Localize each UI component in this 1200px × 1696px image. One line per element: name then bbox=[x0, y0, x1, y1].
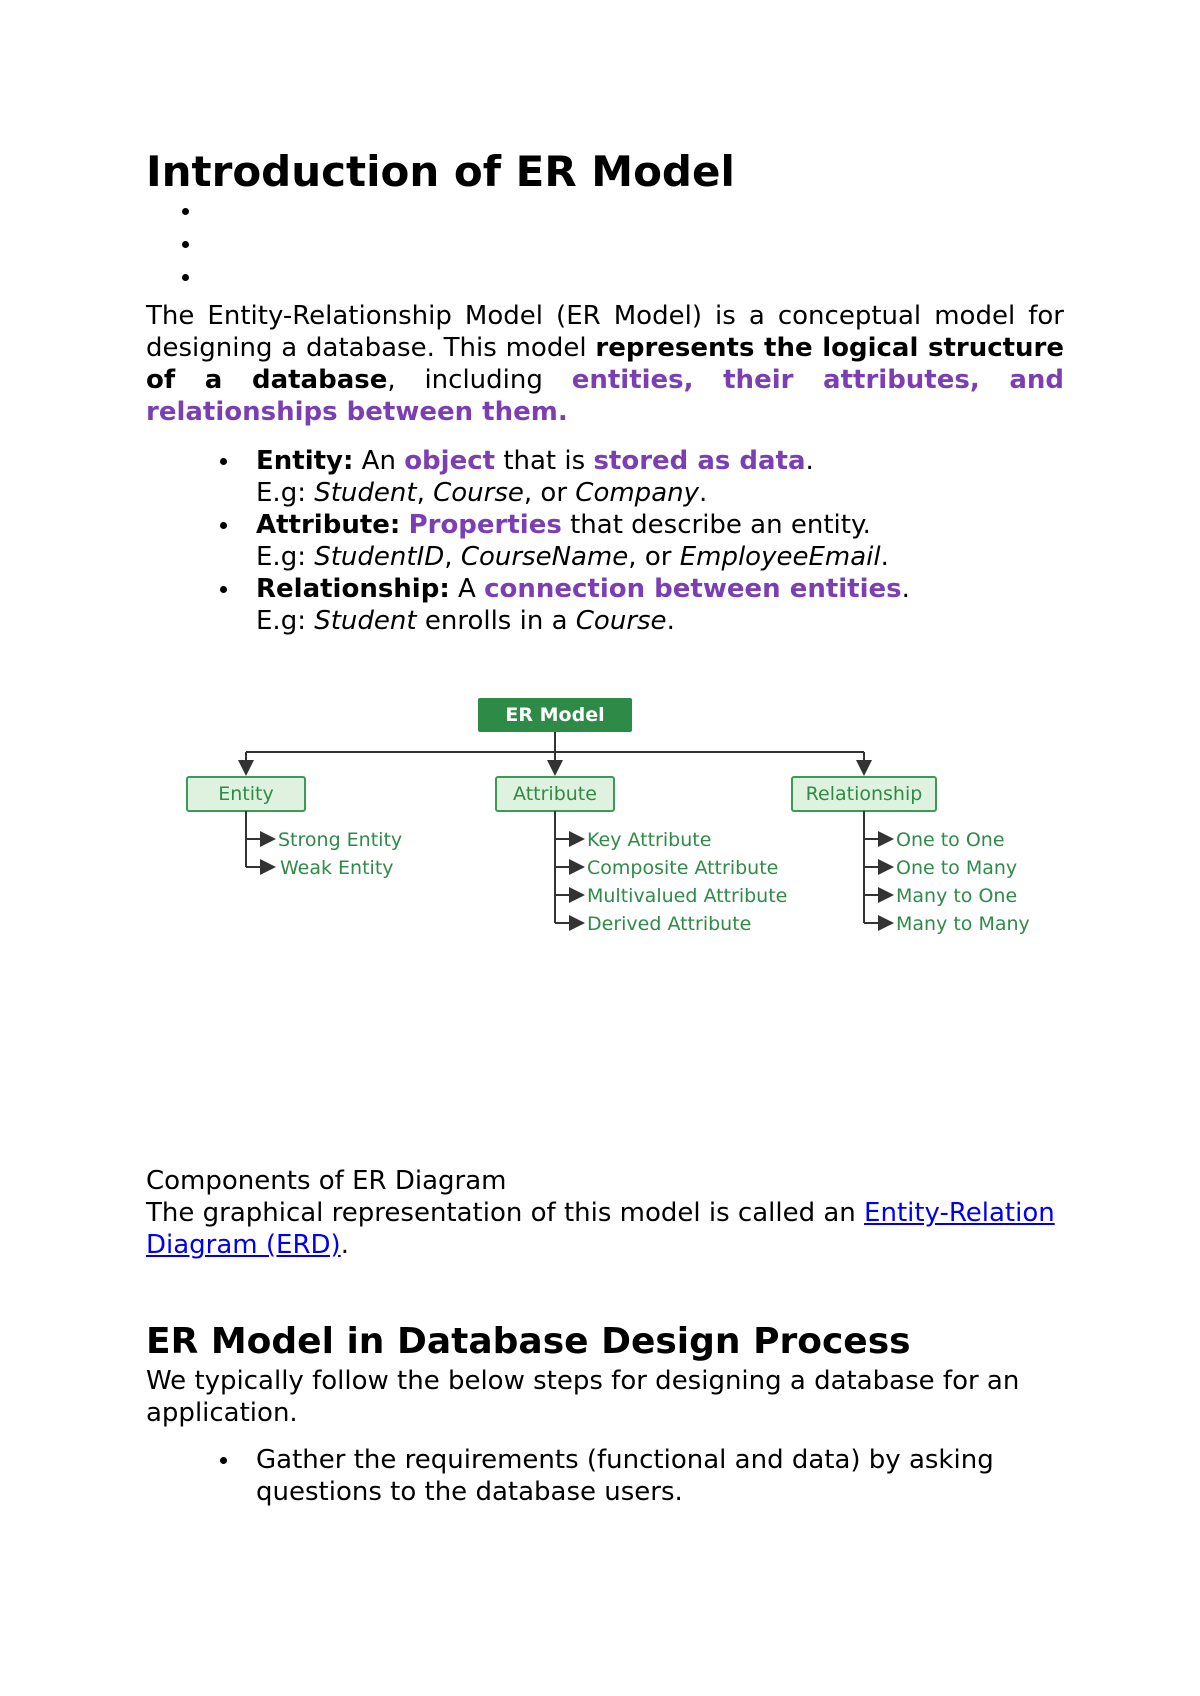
example-text: , bbox=[416, 478, 434, 508]
components-title: Components of ER Diagram bbox=[146, 1166, 507, 1196]
example-term: EmployeeEmail bbox=[679, 542, 881, 572]
def-text: . bbox=[805, 446, 814, 476]
example-text: enrolls in a bbox=[416, 606, 576, 636]
def-text: An bbox=[361, 446, 405, 476]
relationship-node-label: Relationship bbox=[805, 783, 923, 805]
relationship-child-label: One to Many bbox=[896, 857, 1018, 879]
erd-paragraph bbox=[146, 1197, 1066, 1261]
term-label: Entity: bbox=[256, 446, 354, 476]
page-title: Introduction of ER Model bbox=[146, 147, 735, 196]
def-highlight: Properties bbox=[408, 510, 562, 540]
def-text: . bbox=[901, 574, 910, 604]
er-model-diagram bbox=[186, 690, 1066, 960]
erd-text-end: . bbox=[340, 1230, 349, 1260]
attribute-child-label: Composite Attribute bbox=[587, 857, 779, 879]
example-text: , or bbox=[628, 542, 680, 572]
def-highlight: stored as data bbox=[593, 446, 806, 476]
example-term: Course bbox=[575, 606, 667, 636]
def-text: that describe an entity. bbox=[561, 510, 871, 540]
example-text: , bbox=[444, 542, 461, 572]
intro-paragraph bbox=[146, 300, 1064, 428]
def-example bbox=[256, 605, 1066, 637]
example-text: . bbox=[666, 606, 675, 636]
def-example bbox=[256, 477, 1066, 509]
term-label: Relationship: bbox=[256, 574, 450, 604]
intro-bold-text: represents the logical structure of a database bbox=[146, 333, 1065, 395]
relationship-child-label: One to One bbox=[896, 829, 1005, 851]
example-term: Company bbox=[575, 478, 699, 508]
intro-highlight: entities, their attributes, and relationships between them. bbox=[146, 365, 1065, 427]
def-example bbox=[256, 541, 1066, 573]
term-label: Attribute: bbox=[256, 510, 401, 540]
def-text: A bbox=[458, 574, 485, 604]
intro-text-2: , including bbox=[387, 365, 572, 395]
root-node-label: ER Model bbox=[505, 704, 605, 726]
entity-child-label: Strong Entity bbox=[278, 829, 403, 851]
definition-attribute bbox=[146, 509, 1066, 573]
def-highlight: object bbox=[404, 446, 496, 476]
entity-child-label: Weak Entity bbox=[280, 857, 394, 879]
attribute-child-label: Multivalued Attribute bbox=[587, 885, 788, 907]
example-text: E.g: bbox=[256, 478, 315, 508]
relationship-child-label: Many to One bbox=[896, 885, 1018, 907]
entity-node-label: Entity bbox=[218, 783, 274, 805]
erd-link[interactable]: Entity-Relation Diagram (ERD) bbox=[146, 1198, 1055, 1260]
def-highlight: connection between entities bbox=[484, 574, 902, 604]
example-term: Student bbox=[314, 606, 417, 636]
example-text: , or bbox=[523, 478, 576, 508]
example-text: . bbox=[699, 478, 708, 508]
example-text: E.g: bbox=[256, 542, 315, 572]
relationship-child-label: Many to Many bbox=[896, 913, 1030, 935]
attribute-child-label: Key Attribute bbox=[587, 829, 712, 851]
definition-entity bbox=[146, 445, 1066, 509]
def-text: that is bbox=[495, 446, 594, 476]
example-term: Student bbox=[314, 478, 417, 508]
section-intro: We typically follow the below steps for designing a database for an application. bbox=[146, 1366, 1020, 1428]
section-heading: ER Model in Database Design Process bbox=[146, 1321, 911, 1362]
example-term: Course bbox=[433, 478, 524, 508]
attribute-child-label: Derived Attribute bbox=[587, 913, 752, 935]
example-term: StudentID bbox=[314, 542, 445, 572]
example-term: CourseName bbox=[460, 542, 629, 572]
steps-list bbox=[146, 1444, 1066, 1508]
definition-relationship bbox=[146, 573, 1066, 637]
step-item: Gather the requirements (functional and data) by asking questions to the database users. bbox=[146, 1444, 1066, 1508]
definitions-list bbox=[146, 445, 1066, 637]
attribute-node-label: Attribute bbox=[513, 783, 597, 805]
intro-text: The Entity-Relationship Model (ER Model) is a conceptual model for designing a database. This model bbox=[146, 301, 1064, 363]
erd-text: The graphical representation of this model is called an bbox=[146, 1198, 865, 1228]
example-text: . bbox=[880, 542, 889, 572]
example-text: E.g: bbox=[256, 606, 315, 636]
